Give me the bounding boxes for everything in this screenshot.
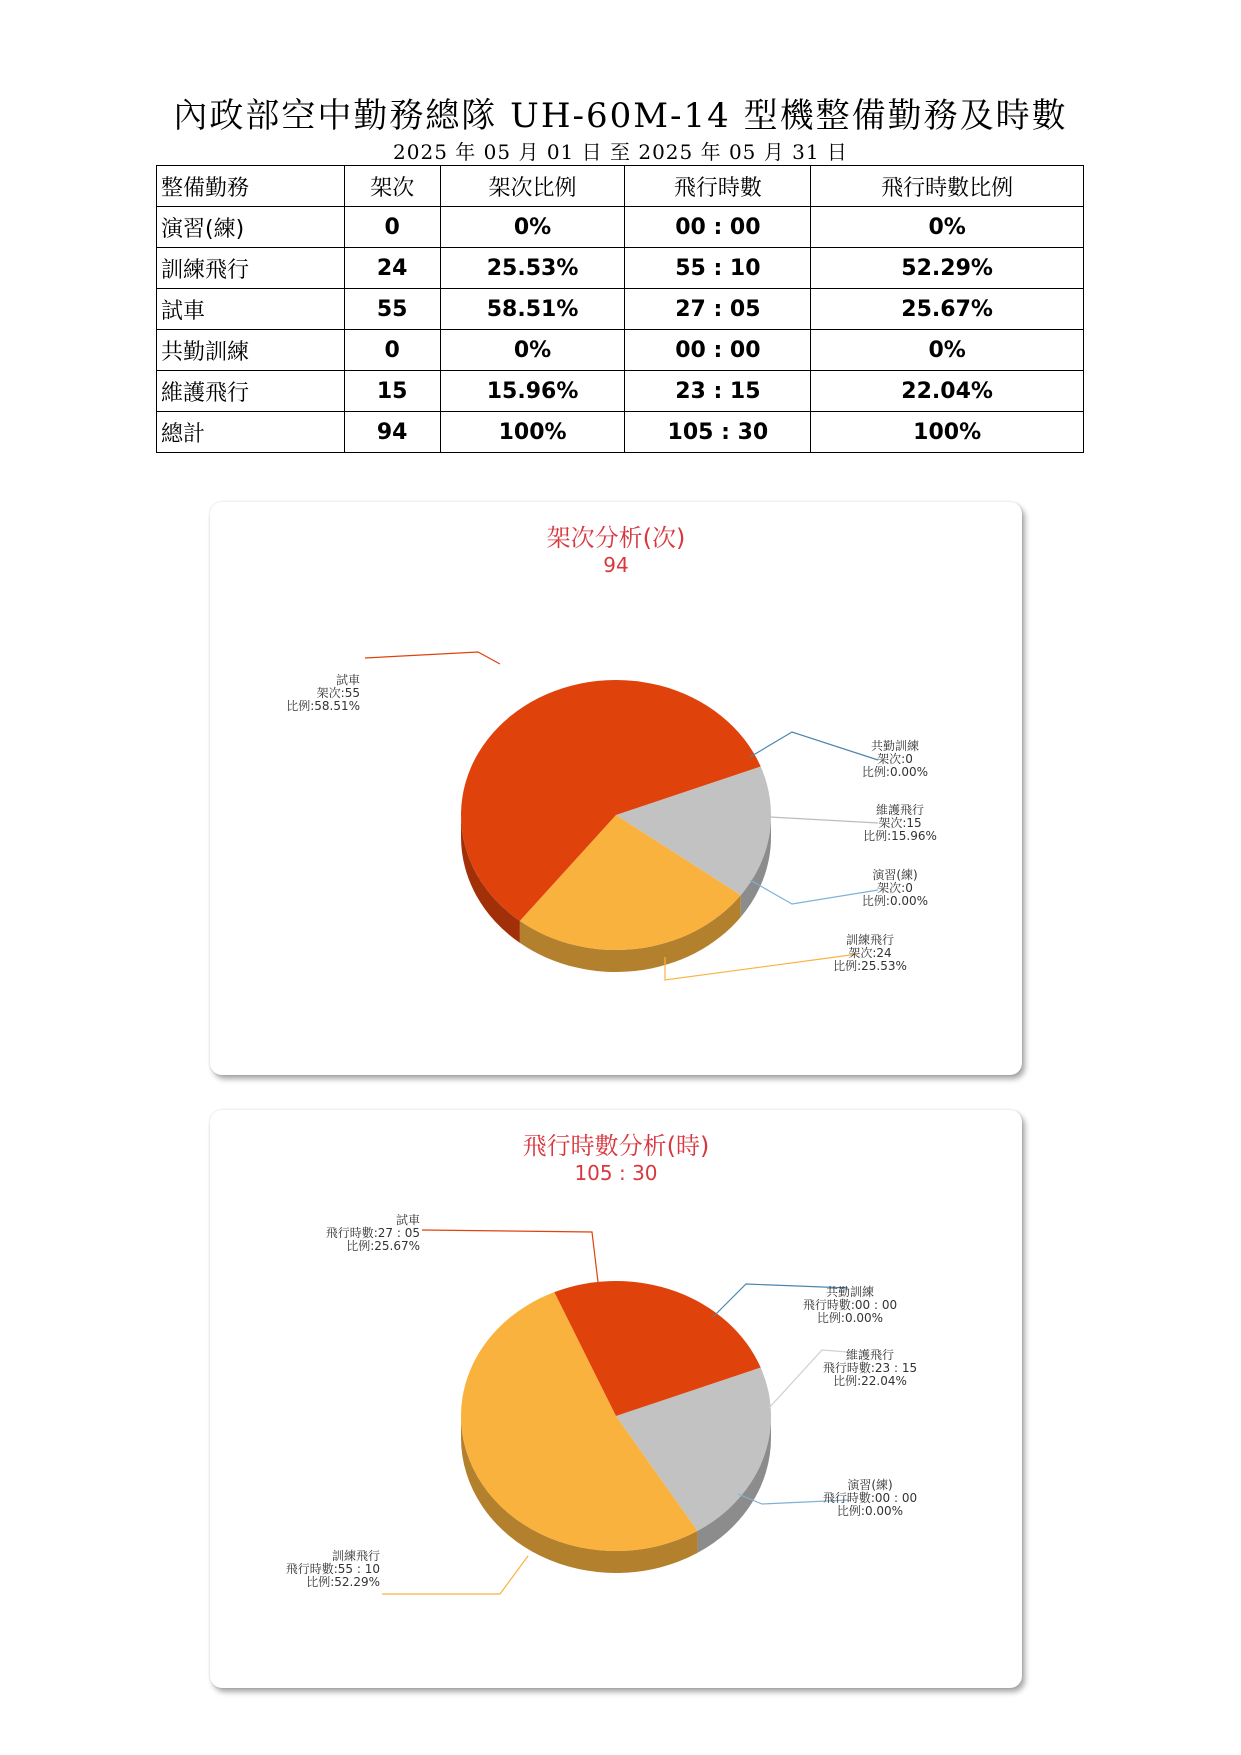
table-row <box>157 371 1084 412</box>
slice-label-演習 <box>862 867 928 908</box>
table-cell: 27 : 05 <box>625 289 811 330</box>
table-cell: 100% <box>440 412 625 453</box>
slice-label-ratio: 比例:25.67% <box>346 1239 420 1253</box>
table-cell: 25.53% <box>440 248 625 289</box>
table-row <box>157 330 1084 371</box>
slice-label-name: 維護飛行 <box>845 1348 895 1362</box>
leader-line <box>365 652 500 664</box>
table-cell: 23 : 15 <box>625 371 811 412</box>
table-cell: 00 : 00 <box>625 330 811 371</box>
slice-label-name: 維護飛行 <box>875 803 925 817</box>
table-cell: 55 : 10 <box>625 248 811 289</box>
table-cell: 00 : 00 <box>625 207 811 248</box>
column-header: 架次比例 <box>440 166 625 207</box>
pie-slices <box>461 680 771 972</box>
column-header: 架次 <box>344 166 440 207</box>
sortie-pie-chart <box>210 502 1022 1075</box>
slice-label-ratio: 比例:25.53% <box>833 959 907 973</box>
chart-title: 飛行時數分析(時) <box>522 1132 710 1160</box>
table-row <box>157 289 1084 330</box>
leader-line <box>750 880 878 904</box>
chart-subtitle: 105 : 30 <box>574 1161 658 1185</box>
slice-label-metric: 飛行時數:23 : 15 <box>822 1361 918 1375</box>
slice-label-維護飛行 <box>823 1347 917 1388</box>
slice-label-ratio: 比例:15.96% <box>863 829 937 843</box>
pie-slices <box>461 1281 771 1573</box>
column-header: 飛行時數 <box>625 166 811 207</box>
leader-line <box>382 1556 528 1594</box>
slice-label-訓練飛行 <box>286 1548 380 1589</box>
table-cell: 0% <box>811 330 1084 371</box>
slice-label-metric: 架次:55 <box>316 686 360 700</box>
table-cell: 25.67% <box>811 289 1084 330</box>
slice-label-試車 <box>326 1213 420 1253</box>
table-row <box>157 248 1084 289</box>
date-range: 2025 年 05 月 01 日 至 2025 年 05 月 31 日 <box>393 140 848 164</box>
slice-label-ratio: 比例:0.00% <box>836 1504 904 1518</box>
slice-label-name: 試車 <box>335 673 360 687</box>
table-cell: 維護飛行 <box>157 371 345 412</box>
slice-label-name: 共勤訓練 <box>825 1285 875 1299</box>
slice-label-ratio: 比例:52.29% <box>306 1575 380 1589</box>
chart-title: 架次分析(次) <box>546 524 686 552</box>
table-cell: 24 <box>344 248 440 289</box>
table-cell: 0% <box>440 330 625 371</box>
slice-label-metric: 架次:24 <box>848 946 892 960</box>
slice-label-ratio: 比例:22.04% <box>833 1374 907 1388</box>
slice-label-metric: 飛行時數:55 : 10 <box>285 1562 380 1576</box>
table-cell: 58.51% <box>440 289 625 330</box>
column-header: 整備勤務 <box>157 166 345 207</box>
slice-label-ratio: 比例:0.00% <box>816 1311 884 1325</box>
slice-label-metric: 架次:0 <box>877 752 913 766</box>
table-cell: 22.04% <box>811 371 1084 412</box>
flight-hours-pie-chart <box>210 1110 1022 1688</box>
table-total-row <box>157 412 1084 453</box>
table-cell: 演習(練) <box>157 207 345 248</box>
slice-label-name: 訓練飛行 <box>845 933 895 947</box>
table-cell: 訓練飛行 <box>157 248 345 289</box>
table-cell: 15.96% <box>440 371 625 412</box>
column-header: 飛行時數比例 <box>811 166 1084 207</box>
flight-hours-chart-card <box>210 1110 1022 1688</box>
slice-label-ratio: 比例:0.00% <box>861 894 929 908</box>
table-cell: 試車 <box>157 289 345 330</box>
slice-label-演習 <box>823 1477 917 1518</box>
slice-label-試車 <box>286 673 360 713</box>
slice-label-name: 演習(練) <box>847 1478 893 1492</box>
leader-line <box>665 954 858 980</box>
table-row <box>157 207 1084 248</box>
slice-label-共勤訓練 <box>803 1284 897 1325</box>
slice-label-name: 試車 <box>395 1213 420 1227</box>
page-title: 內政部空中勤務總隊 UH-60M-14 型機整備勤務及時數 <box>173 96 1068 136</box>
table-cell: 總計 <box>157 412 345 453</box>
slice-label-name: 演習(練) <box>872 868 918 882</box>
table-cell: 55 <box>344 289 440 330</box>
sortie-chart-card <box>210 502 1022 1075</box>
slice-label-ratio: 比例:0.00% <box>861 765 929 779</box>
leader-line <box>750 732 878 760</box>
table-cell: 52.29% <box>811 248 1084 289</box>
slice-label-name: 共勤訓練 <box>870 739 920 753</box>
table-cell: 0 <box>344 207 440 248</box>
chart-subtitle: 94 <box>603 553 629 577</box>
table-cell: 105 : 30 <box>625 412 811 453</box>
table-cell: 15 <box>344 371 440 412</box>
table-cell: 0% <box>811 207 1084 248</box>
table-cell: 共勤訓練 <box>157 330 345 371</box>
slice-label-metric: 飛行時數:00 : 00 <box>822 1491 918 1505</box>
slice-label-metric: 架次:0 <box>877 881 913 895</box>
slice-label-name: 訓練飛行 <box>331 1549 380 1563</box>
slice-label-metric: 架次:15 <box>878 816 922 830</box>
slice-label-訓練飛行 <box>833 932 907 973</box>
leader-line <box>422 1230 598 1282</box>
table-cell: 0% <box>440 207 625 248</box>
slice-label-metric: 飛行時數:27 : 05 <box>325 1226 420 1240</box>
table-cell: 100% <box>811 412 1084 453</box>
table-cell: 0 <box>344 330 440 371</box>
table-cell: 94 <box>344 412 440 453</box>
summary-table <box>156 165 1084 453</box>
slice-label-metric: 飛行時數:00 : 00 <box>802 1298 898 1312</box>
table-header-row <box>157 166 1084 207</box>
leader-line <box>770 817 878 823</box>
slice-label-ratio: 比例:58.51% <box>286 699 360 713</box>
